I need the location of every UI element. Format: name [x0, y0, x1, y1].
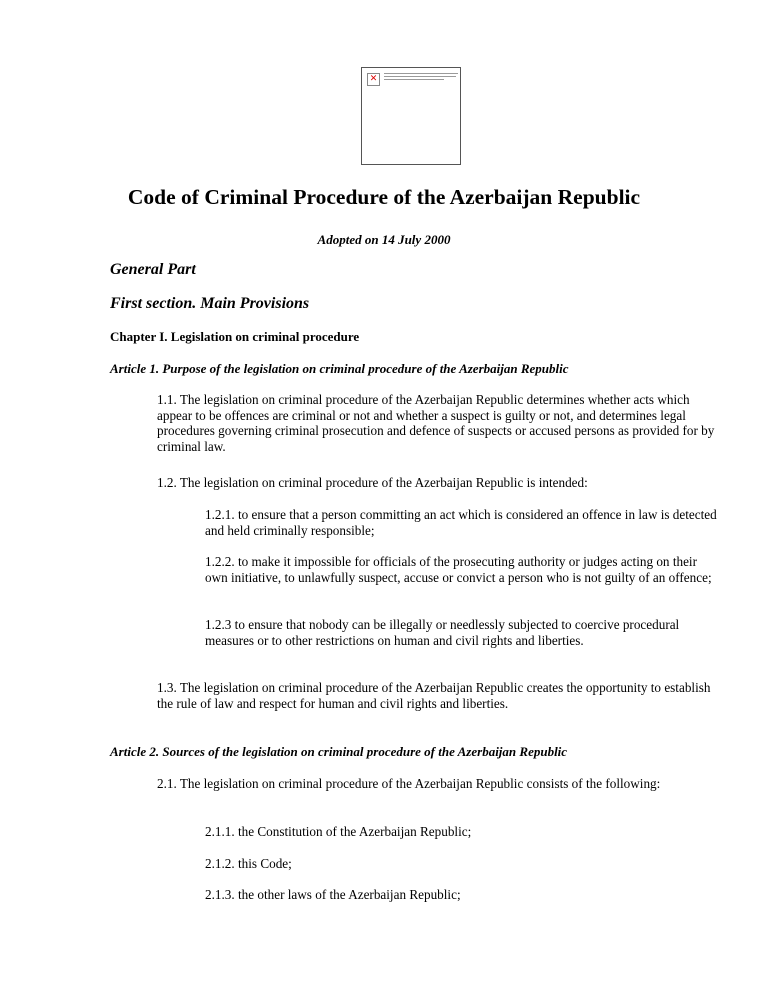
paragraph-1-2-1: 1.2.1. to ensure that a person committing an act which is considered an offence in law is detected and held criminally responsible;	[205, 507, 717, 538]
article-1-heading: Article 1. Purpose of the legislation on criminal procedure of the Azerbaijan Republic	[110, 361, 569, 376]
paragraph-2-1-1: 2.1.1. the Constitution of the Azerbaijan Republic;	[205, 824, 472, 839]
paragraph-1-2: 1.2. The legislation on criminal procedure of the Azerbaijan Republic is intended:	[157, 475, 588, 490]
broken-image-icon: ✕	[367, 73, 380, 86]
image-alt-text-lines	[384, 73, 458, 82]
adoption-date: Adopted on 14 July 2000	[317, 232, 451, 247]
paragraph-1-1: 1.1. The legislation on criminal procedure of the Azerbaijan Republic determines whether acts which appear to be offences are criminal or not and whether a suspect is guilty or not, and determines legal procedures governing criminal prosecution and defence of suspects or accused persons as provided for by criminal law.	[157, 392, 715, 454]
section-heading: First section. Main Provisions	[110, 295, 310, 312]
paragraph-1-2-3: 1.2.3 to ensure that nobody can be illegally or needlessly subjected to coercive procedural measures or to other restrictions on human and civil rights and liberties.	[205, 617, 680, 648]
paragraph-2-1-2: 2.1.2. this Code;	[205, 856, 292, 871]
article-2-heading: Article 2. Sources of the legislation on criminal procedure of the Azerbaijan Republic	[110, 744, 568, 759]
chapter-heading: Chapter I. Legislation on criminal procedure	[110, 329, 360, 344]
document-title: Code of Criminal Procedure of the Azerbaijan Republic	[127, 185, 641, 209]
paragraph-2-1-3: 2.1.3. the other laws of the Azerbaijan Republic;	[205, 887, 461, 902]
paragraph-2-1: 2.1. The legislation on criminal procedure of the Azerbaijan Republic consists of the following:	[157, 776, 661, 791]
paragraph-1-2-2: 1.2.2. to make it impossible for officials of the prosecuting authority or judges acting on their own initiative, to unlawfully suspect, accuse or convict a person who is not guilty of an offence;	[205, 554, 712, 585]
part-heading: General Part	[110, 261, 196, 278]
paragraph-1-3: 1.3. The legislation on criminal procedure of the Azerbaijan Republic creates the opportunity to establish the rule of law and respect for human and civil rights and liberties.	[157, 680, 711, 711]
broken-image-placeholder	[361, 67, 461, 165]
